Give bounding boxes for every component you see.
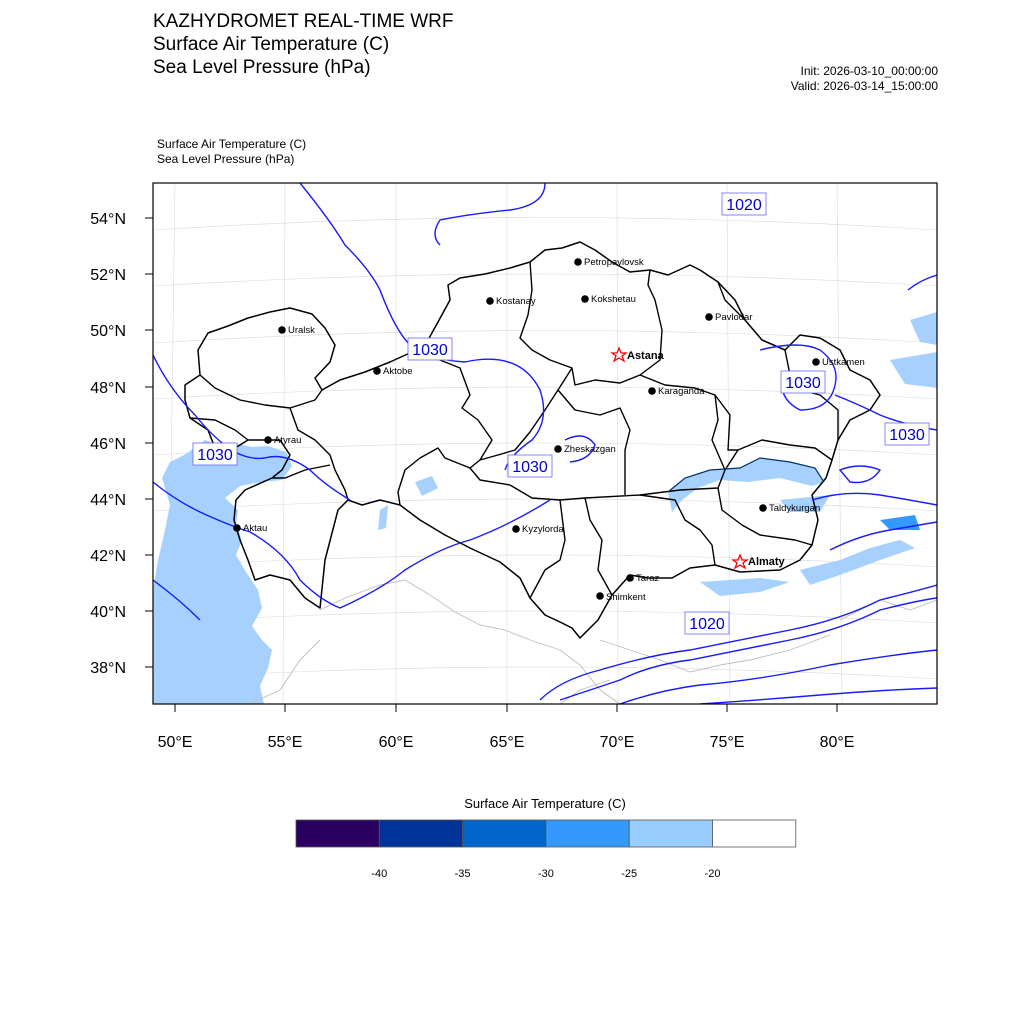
- valid-time: Valid: 2026-03-14_15:00:00: [790, 79, 938, 93]
- svg-text:Petropavlovsk: Petropavlovsk: [584, 257, 644, 268]
- colorbar-bin-3: [463, 820, 546, 847]
- lat-label: 46°N: [90, 436, 126, 453]
- sub-header-line-2: Sea Level Pressure (hPa): [157, 152, 295, 166]
- svg-text:Zheskazgan: Zheskazgan: [564, 444, 616, 455]
- svg-text:Pavlodar: Pavlodar: [715, 312, 753, 323]
- city-zheskazgan: [554, 444, 616, 455]
- colorbar-tick: -40: [371, 868, 388, 880]
- lat-label: 38°N: [90, 660, 126, 677]
- isobar-label: 1030: [412, 342, 448, 359]
- colorbar-title: Surface Air Temperature (C): [464, 796, 626, 811]
- map-panel: [153, 183, 937, 704]
- title-line-3: Sea Level Pressure (hPa): [153, 57, 371, 78]
- svg-text:Atyrau: Atyrau: [274, 435, 302, 446]
- svg-text:Kokshetau: Kokshetau: [591, 294, 636, 305]
- colorbar-tick: -30: [537, 868, 554, 880]
- isobar-label: 1030: [512, 459, 548, 476]
- svg-text:Aktau: Aktau: [243, 523, 268, 534]
- city-petropavlovsk: [574, 257, 644, 268]
- lat-label: 50°N: [90, 323, 126, 340]
- colorbar-tick: -25: [621, 868, 638, 880]
- lat-label: 48°N: [90, 380, 126, 397]
- colorbar: [296, 820, 796, 880]
- svg-text:Shimkent: Shimkent: [606, 592, 646, 603]
- svg-text:Almaty: Almaty: [748, 556, 785, 568]
- svg-text:Astana: Astana: [627, 350, 664, 362]
- colorbar-tick: -35: [454, 868, 471, 880]
- lat-labels: [90, 211, 126, 677]
- sub-header-line-1: Surface Air Temperature (C): [157, 137, 307, 151]
- svg-text:Uralsk: Uralsk: [288, 325, 315, 336]
- colorbar-bin-4: [546, 820, 629, 847]
- lat-label: 52°N: [90, 267, 126, 284]
- lon-label: 65°E: [489, 734, 525, 751]
- lat-label: 54°N: [90, 211, 126, 228]
- svg-text:Taldykurgan: Taldykurgan: [769, 503, 821, 514]
- lat-ticks: [145, 218, 153, 667]
- svg-text:Aktobe: Aktobe: [383, 366, 413, 377]
- title-line-2: Surface Air Temperature (C): [153, 34, 390, 55]
- lon-label: 50°E: [157, 734, 193, 751]
- isobar-label: 1020: [726, 197, 762, 214]
- lon-ticks: [175, 704, 837, 712]
- lat-label: 42°N: [90, 548, 126, 565]
- isobar-label: 1030: [785, 375, 821, 392]
- colorbar-bin-1: [296, 820, 379, 847]
- colorbar-bin-2: [379, 820, 462, 847]
- colorbar-bin-5: [629, 820, 712, 847]
- lon-label: 75°E: [709, 734, 745, 751]
- lon-label: 80°E: [819, 734, 855, 751]
- colorbar-bin-6: [713, 820, 796, 847]
- lat-label: 40°N: [90, 604, 126, 621]
- isobar-label: 1030: [889, 427, 925, 444]
- lon-label: 70°E: [599, 734, 635, 751]
- lon-label: 60°E: [378, 734, 414, 751]
- init-time: Init: 2026-03-10_00:00:00: [800, 64, 938, 78]
- isobar-label: 1020: [689, 616, 725, 633]
- colorbar-tick: -20: [704, 868, 721, 880]
- svg-text:Karaganda: Karaganda: [658, 386, 705, 397]
- isobar-label: 1030: [197, 447, 233, 464]
- lon-labels: [158, 734, 855, 751]
- title-line-1: KAZHYDROMET REAL-TIME WRF: [153, 11, 454, 32]
- svg-text:Kyzylorda: Kyzylorda: [522, 524, 564, 535]
- lon-label: 55°E: [267, 734, 303, 751]
- svg-text:Kostanay: Kostanay: [496, 296, 536, 307]
- svg-text:Ustkamen: Ustkamen: [822, 357, 865, 368]
- lat-label: 44°N: [90, 492, 126, 509]
- city-taldykurgan: [759, 503, 820, 514]
- svg-text:Taraz: Taraz: [636, 573, 660, 584]
